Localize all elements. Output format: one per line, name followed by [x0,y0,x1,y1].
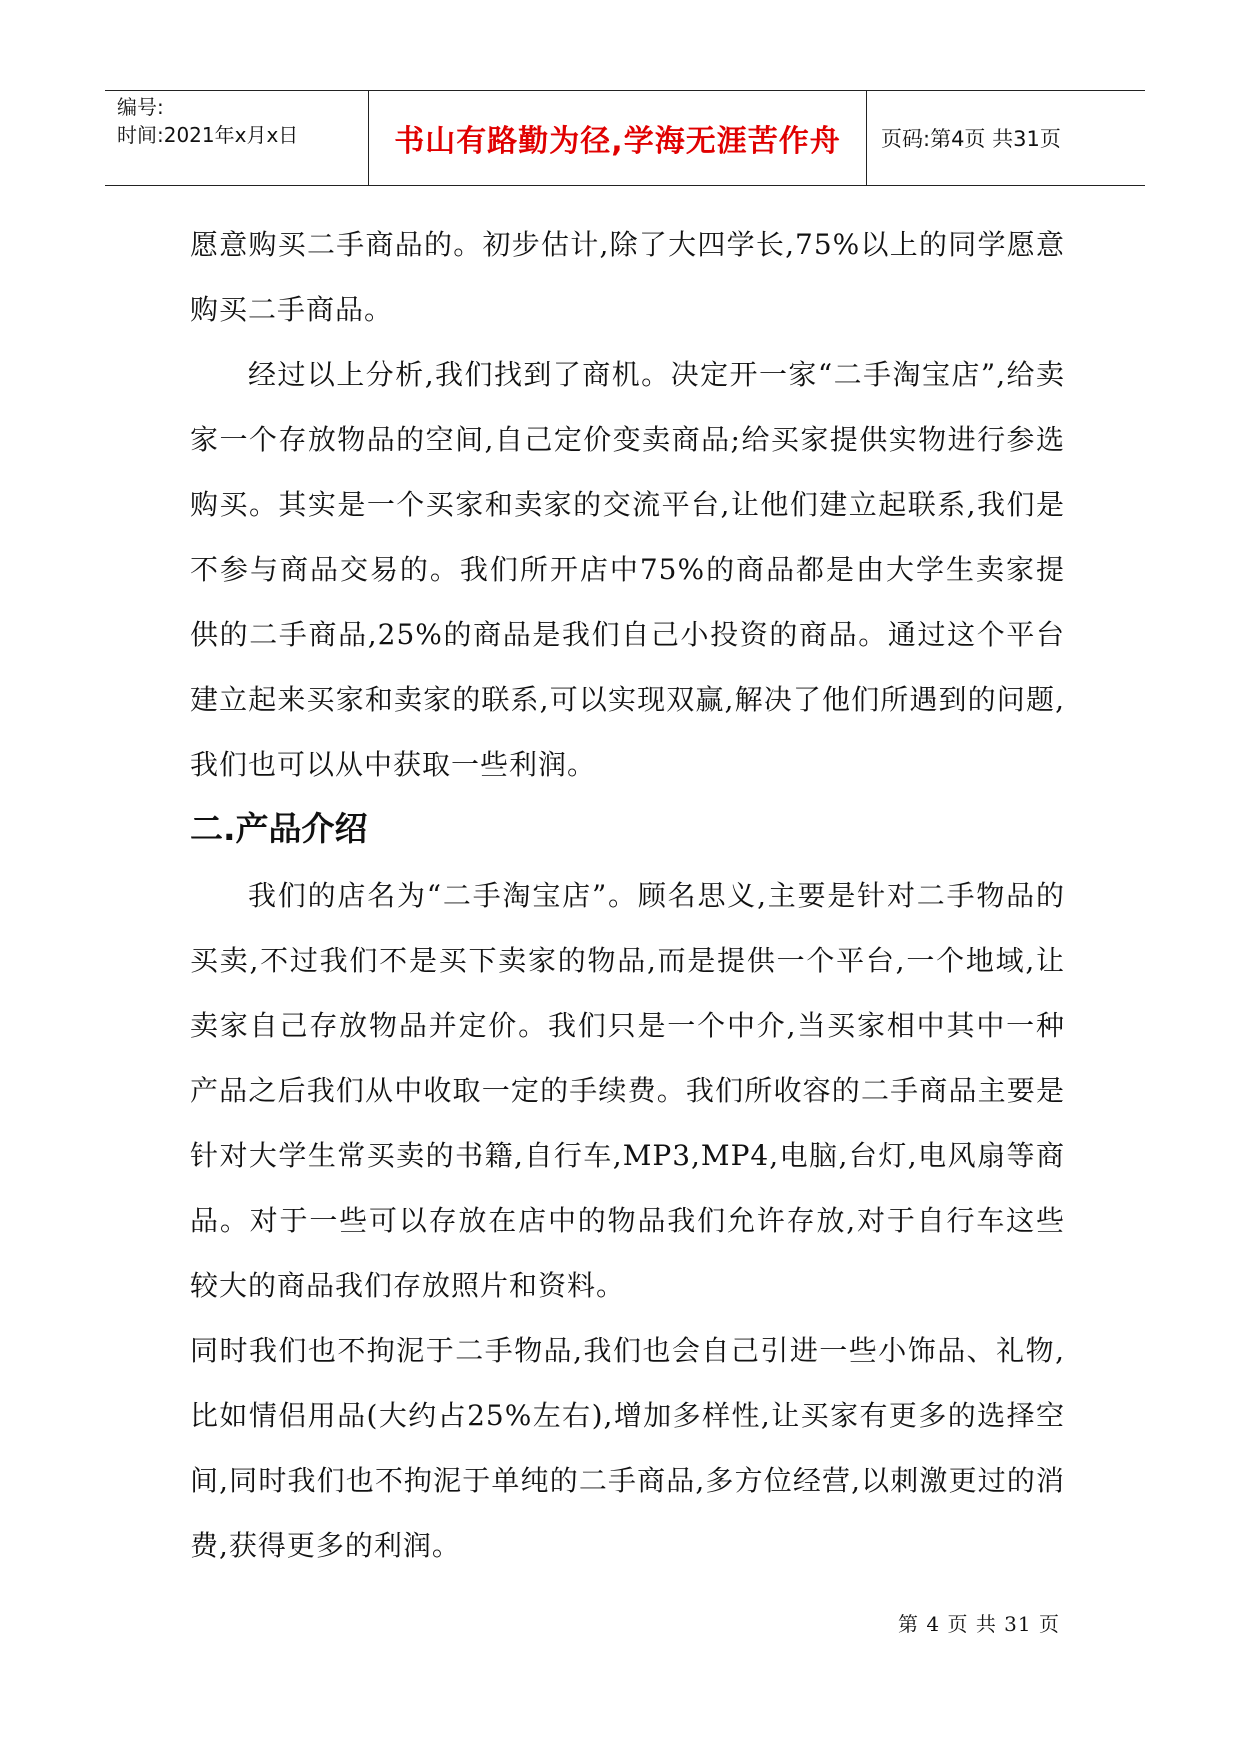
page-footer: 第 4 页 共 31 页 [898,1612,1060,1636]
paragraph: 我们的店名为“二手淘宝店”。顾名思义,主要是针对二手物品的买卖,不过我们不是买下卖家的物品,而是提供一个平台,一个地域,让卖家自己存放物品并定价。我们只是一个中介,当买家相中其中一种产品之后我们从中收取一定的手续费。我们所收容的二手商品主要是针对大学生常买卖的书籍,自行车,MP3,MP4,电脑,台灯,电风扇等商品。对于一些可以存放在店中的物品我们允许存放,对于自行车这些较大的商品我们存放照片和资料。 [190,879,1065,1302]
paragraph: 经过以上分析,我们找到了商机。决定开一家“二手淘宝店”,给卖家一个存放物品的空间,自己定价变卖商品;给买家提供实物进行参选购买。其实是一个买家和卖家的交流平台,让他们建立起联系,我们是不参与商品交易的。我们所开店中75%的商品都是由大学生卖家提供的二手商品,25%的商品是我们自己小投资的商品。通过这个平台建立起来买家和卖家的联系,可以实现双赢,解决了他们所遇到的问题,我们也可以从中获取一些利润。 [190,358,1065,781]
document-number-label: 编号: [117,95,164,119]
page-header [105,90,1145,186]
paragraph: 愿意购买二手商品的。初步估计,除了大四学长,75%以上的同学愿意购买二手商品。 [190,228,1065,326]
section-heading: 二.产品介绍 [190,809,368,848]
document-body [190,212,1065,1578]
header-page-info: 页码:第4页 共31页 [881,127,1061,151]
header-motto: 书山有路勤为径,学海无涯苦作舟 [369,91,867,185]
header-meta [105,91,369,185]
paragraph: 同时我们也不拘泥于二手物品,我们也会自己引进一些小饰品、礼物,比如情侣用品(大约占25%左右),增加多样性,让买家有更多的选择空间,同时我们也不拘泥于单纯的二手商品,多方位经营,以刺激更过的消费,获得更多的利润。 [190,1334,1065,1562]
document-time-label: 时间:2021年x月x日 [117,123,299,147]
